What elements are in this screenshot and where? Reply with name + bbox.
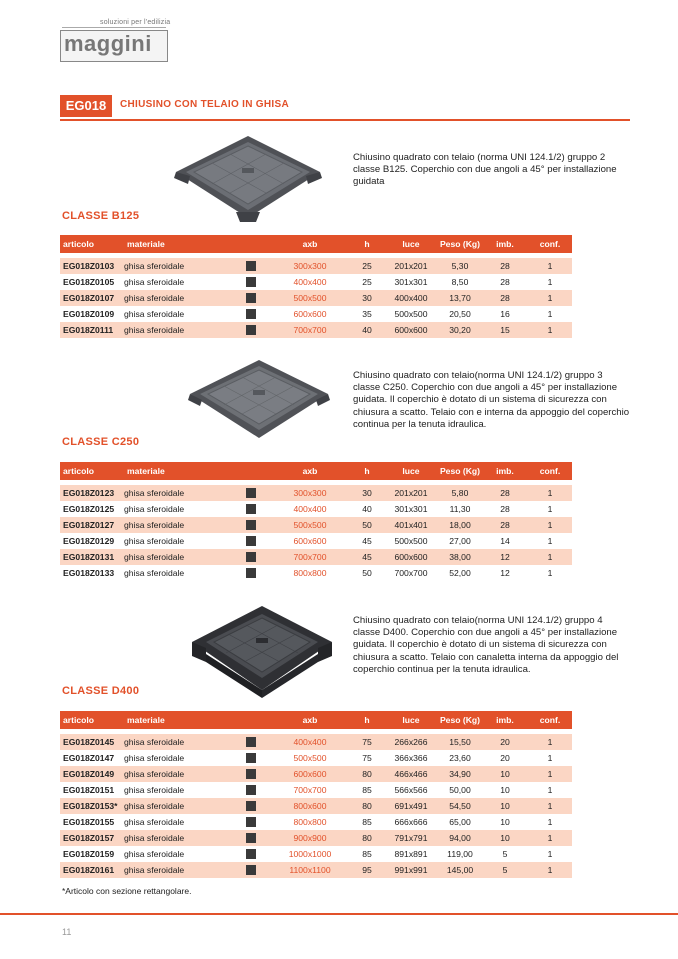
- cell-code: EG018Z0153*: [60, 798, 124, 814]
- cell-code: EG018Z0105: [63, 277, 115, 287]
- cell-material: ghisa sferoidale: [124, 766, 232, 782]
- cell-h: 95: [350, 862, 384, 878]
- cell-conf: 1: [528, 549, 572, 565]
- table-row: [60, 306, 572, 322]
- cell-peso: 94,00: [438, 830, 482, 846]
- table-row: [60, 483, 572, 502]
- cast-iron-swatch: [246, 785, 256, 795]
- cell-peso: 34,90: [438, 766, 482, 782]
- col-axb: axb: [270, 711, 350, 732]
- cell-peso: 20,50: [449, 309, 471, 319]
- cell-h: 30: [350, 483, 384, 502]
- cell-imb: 12: [500, 568, 510, 578]
- cell-imb: 14: [500, 536, 510, 546]
- cell-luce: 791x791: [384, 830, 438, 846]
- cell-peso: 119,00: [447, 849, 473, 859]
- cell-luce: 400x400: [384, 290, 438, 306]
- spec-table-header: [60, 462, 572, 483]
- col-imb: imb.: [482, 711, 528, 732]
- cell-code: EG018Z0157: [60, 830, 124, 846]
- cell-swatch: [232, 814, 270, 830]
- cell-swatch: [232, 290, 270, 306]
- cell-code: EG018Z0125: [63, 504, 115, 514]
- footnote: *Articolo con sezione rettangolare.: [62, 886, 192, 896]
- cell-imb: 5: [482, 862, 528, 878]
- table-row: [60, 274, 572, 290]
- cell-conf: 1: [547, 504, 553, 514]
- cell-conf: 1: [547, 277, 553, 287]
- cell-axb: 500x500: [270, 290, 350, 306]
- cell-conf: 1: [528, 290, 572, 306]
- cell-peso: 18,00: [438, 517, 482, 533]
- cell-material: ghisa sferoidale: [124, 256, 232, 275]
- table-row: [60, 549, 572, 565]
- cell-swatch: [232, 732, 270, 751]
- cast-iron-swatch: [246, 488, 256, 498]
- classe-b125-heading: CLASSE B125: [62, 210, 140, 222]
- description-c250: Chiusino quadrato con telaio(norma UNI 124.1/2) gruppo 3 classe C250. Coperchio con due angoli a 45° per installazione guidata. Il coperchio è dotato di un sistema di sicurezza con chiusura a scatto. Telaio con e interna da appoggio del coperchio continua per la tenuta idraulica.: [353, 370, 630, 430]
- cell-imb: 10: [482, 830, 528, 846]
- cell-axb: 800x600: [270, 798, 350, 814]
- cell-h: 80: [350, 830, 384, 846]
- cell-luce: 366x366: [394, 753, 428, 763]
- cell-luce: 266x266: [384, 732, 438, 751]
- col-articolo: articolo: [60, 711, 124, 732]
- cast-iron-swatch: [246, 865, 256, 875]
- cell-swatch: [232, 533, 270, 549]
- cell-code: EG018Z0109: [63, 309, 115, 319]
- table-row: [60, 517, 572, 533]
- cell-imb: 12: [482, 549, 528, 565]
- col-materiale: materiale: [124, 235, 232, 256]
- cell-code: EG018Z0147: [63, 753, 115, 763]
- cast-iron-swatch: [246, 568, 256, 578]
- cell-conf: 1: [528, 322, 572, 338]
- footer-rule: [0, 913, 678, 915]
- cell-axb: 500x500: [293, 753, 327, 763]
- cell-code: EG018Z0155: [63, 817, 115, 827]
- cell-h: 50: [350, 517, 384, 533]
- cell-h: 40: [350, 322, 384, 338]
- cell-code: EG018Z0103: [60, 256, 124, 275]
- spec-table-header: [60, 711, 572, 732]
- table-row: [60, 750, 572, 766]
- cell-conf: 1: [528, 483, 572, 502]
- cell-swatch: [232, 862, 270, 878]
- manhole-cover-c250-image: [186, 356, 332, 444]
- cast-iron-swatch: [246, 261, 256, 271]
- cell-swatch: [232, 549, 270, 565]
- cell-peso: 13,70: [438, 290, 482, 306]
- cell-conf: 1: [528, 862, 572, 878]
- cell-material: ghisa sferoidale: [124, 277, 185, 287]
- cell-imb: 10: [482, 798, 528, 814]
- cell-luce: 566x566: [394, 785, 428, 795]
- cell-axb: 1000x1000: [288, 849, 332, 859]
- table-row: [60, 814, 572, 830]
- cell-luce: 401x401: [384, 517, 438, 533]
- cell-axb: 700x700: [270, 549, 350, 565]
- cell-axb: 600x600: [293, 309, 327, 319]
- cell-peso: 52,00: [449, 568, 471, 578]
- cell-conf: 1: [528, 732, 572, 751]
- cell-peso: 11,30: [449, 504, 471, 514]
- col-articolo: articolo: [60, 462, 124, 483]
- cell-luce: 891x891: [394, 849, 428, 859]
- spec-table-header: [60, 235, 572, 256]
- cell-conf: 1: [547, 568, 553, 578]
- cell-conf: 1: [528, 766, 572, 782]
- cell-axb: 700x700: [293, 785, 327, 795]
- cell-material: ghisa sferoidale: [124, 549, 232, 565]
- cell-swatch: [232, 322, 270, 338]
- cell-h: 50: [362, 568, 372, 578]
- cell-material: ghisa sferoidale: [124, 568, 185, 578]
- cell-h: 30: [350, 290, 384, 306]
- table-row: [60, 565, 572, 581]
- col-materiale: materiale: [124, 462, 232, 483]
- cell-material: ghisa sferoidale: [124, 322, 232, 338]
- col-peso: Peso (Kg): [438, 235, 482, 256]
- cell-conf: 1: [547, 817, 553, 827]
- cell-imb: 28: [482, 483, 528, 502]
- col-swatch: [232, 711, 270, 732]
- cell-axb: 900x900: [270, 830, 350, 846]
- col-imb: imb.: [482, 235, 528, 256]
- cell-conf: 1: [547, 849, 553, 859]
- page-number: 11: [62, 927, 72, 937]
- cell-imb: 10: [482, 766, 528, 782]
- description-d400: Chiusino quadrato con telaio(norma UNI 124.1/2) gruppo 4 classe D400. Coperchio con due angoli a 45° per installazione guidata. Il coperchio è dotato di un sistema di sicurezza con chiusura a scatto. Telaio con canaletta interna da appoggio del coperchio continua per la tenuta idraulica.: [353, 615, 619, 675]
- cell-imb: 28: [482, 256, 528, 275]
- cell-swatch: [232, 846, 270, 862]
- cell-swatch: [232, 483, 270, 502]
- logo-tagline: soluzioni per l'edilizia: [100, 19, 171, 26]
- spec-table-c250: [60, 462, 572, 581]
- cell-imb: 5: [502, 849, 508, 859]
- section-header: [60, 95, 630, 122]
- cell-h: 45: [362, 536, 372, 546]
- cell-imb: 20: [482, 732, 528, 751]
- cell-imb: 20: [500, 753, 510, 763]
- cell-conf: 1: [547, 753, 553, 763]
- cell-conf: 1: [547, 309, 553, 319]
- cell-axb: 400x400: [293, 504, 327, 514]
- cell-h: 25: [350, 256, 384, 275]
- cast-iron-swatch: [246, 849, 256, 859]
- cell-luce: 500x500: [394, 309, 428, 319]
- classe-d400-heading: CLASSE D400: [62, 685, 140, 697]
- cell-peso: 54,50: [438, 798, 482, 814]
- cell-code: EG018Z0107: [60, 290, 124, 306]
- cell-material: ghisa sferoidale: [124, 862, 232, 878]
- cell-imb: 10: [500, 785, 510, 795]
- cell-code: EG018Z0127: [60, 517, 124, 533]
- cell-peso: 65,00: [449, 817, 471, 827]
- cell-material: ghisa sferoidale: [124, 517, 232, 533]
- cell-peso: 38,00: [438, 549, 482, 565]
- cell-material: ghisa sferoidale: [124, 309, 185, 319]
- col-h: h: [350, 462, 384, 483]
- description-b125: Chiusino quadrato con telaio (norma UNI 124.1/2) gruppo 2 classe B125. Coperchio con due angoli a 45° per installazione guidata: [353, 152, 617, 188]
- table-row: [60, 322, 572, 338]
- logo-name: maggini: [64, 31, 152, 56]
- cell-material: ghisa sferoidale: [124, 536, 185, 546]
- table-row: [60, 533, 572, 549]
- cast-iron-swatch: [246, 520, 256, 530]
- cell-luce: 691x491: [384, 798, 438, 814]
- cell-luce: 201x201: [384, 256, 438, 275]
- cell-swatch: [232, 565, 270, 581]
- cast-iron-swatch: [246, 536, 256, 546]
- cell-material: ghisa sferoidale: [124, 830, 232, 846]
- cell-material: ghisa sferoidale: [124, 483, 232, 502]
- col-imb: imb.: [482, 462, 528, 483]
- cell-swatch: [232, 306, 270, 322]
- cell-material: ghisa sferoidale: [124, 504, 185, 514]
- cell-h: 40: [362, 504, 372, 514]
- col-axb: axb: [270, 462, 350, 483]
- cell-imb: 16: [500, 309, 510, 319]
- section-rule: [60, 119, 630, 121]
- cell-swatch: [232, 798, 270, 814]
- cell-conf: 1: [547, 785, 553, 795]
- spec-table-d400: [60, 711, 572, 878]
- cell-material: ghisa sferoidale: [124, 732, 232, 751]
- cell-axb: 500x500: [270, 517, 350, 533]
- col-luce: luce: [384, 235, 438, 256]
- col-swatch: [232, 462, 270, 483]
- cell-material: ghisa sferoidale: [124, 290, 232, 306]
- cell-peso: 8,50: [451, 277, 469, 287]
- cell-h: 35: [362, 309, 372, 319]
- table-row: [60, 290, 572, 306]
- cell-material: ghisa sferoidale: [124, 785, 185, 795]
- cast-iron-swatch: [246, 769, 256, 779]
- col-swatch: [232, 235, 270, 256]
- col-h: h: [350, 235, 384, 256]
- manhole-cover-d400-image: [188, 602, 336, 698]
- cell-material: ghisa sferoidale: [124, 753, 185, 763]
- cell-imb: 28: [482, 290, 528, 306]
- col-h: h: [350, 711, 384, 732]
- cell-imb: 28: [500, 277, 510, 287]
- cell-luce: 466x466: [384, 766, 438, 782]
- col-conf: conf.: [528, 462, 572, 483]
- table-row: [60, 862, 572, 878]
- col-conf: conf.: [528, 235, 572, 256]
- cell-luce: 991x991: [384, 862, 438, 878]
- cell-imb: 10: [500, 817, 510, 827]
- col-articolo: articolo: [60, 235, 124, 256]
- cell-peso: 145,00: [438, 862, 482, 878]
- cast-iron-swatch: [246, 552, 256, 562]
- cast-iron-swatch: [246, 325, 256, 335]
- cell-code: EG018Z0129: [63, 536, 115, 546]
- cast-iron-swatch: [246, 277, 256, 287]
- cell-peso: 5,30: [438, 256, 482, 275]
- cell-code: EG018Z0149: [60, 766, 124, 782]
- table-row: [60, 846, 572, 862]
- cell-code: EG018Z0133: [63, 568, 115, 578]
- cell-h: 45: [350, 549, 384, 565]
- cell-axb: 800x800: [293, 817, 327, 827]
- table-row: [60, 732, 572, 751]
- cell-h: 75: [362, 753, 372, 763]
- cell-axb: 600x600: [293, 536, 327, 546]
- cast-iron-swatch: [246, 833, 256, 843]
- cell-axb: 400x400: [293, 277, 327, 287]
- cell-imb: 15: [482, 322, 528, 338]
- cell-axb: 800x800: [293, 568, 327, 578]
- classe-c250-heading: CLASSE C250: [62, 436, 140, 448]
- table-row: [60, 830, 572, 846]
- table-row: [60, 782, 572, 798]
- cell-luce: 201x201: [384, 483, 438, 502]
- col-luce: luce: [384, 711, 438, 732]
- cell-luce: 301x301: [394, 277, 428, 287]
- table-row: [60, 798, 572, 814]
- section-title: CHIUSINO CON TELAIO IN GHISA: [120, 99, 289, 110]
- cell-conf: 1: [528, 256, 572, 275]
- cell-axb: 1100x1100: [270, 862, 350, 878]
- section-code-badge: EG018: [60, 95, 112, 117]
- cell-code: EG018Z0161: [60, 862, 124, 878]
- cell-code: EG018Z0151: [63, 785, 115, 795]
- manhole-cover-b125-image: [172, 132, 324, 224]
- cell-material: ghisa sferoidale: [124, 849, 185, 859]
- cell-swatch: [232, 830, 270, 846]
- cell-luce: 301x301: [394, 504, 428, 514]
- cell-luce: 700x700: [394, 568, 428, 578]
- cell-swatch: [232, 274, 270, 290]
- cell-luce: 666x666: [394, 817, 428, 827]
- cell-swatch: [232, 750, 270, 766]
- cell-peso: 5,80: [438, 483, 482, 502]
- cell-peso: 30,20: [438, 322, 482, 338]
- cell-axb: 600x600: [270, 766, 350, 782]
- cell-peso: 50,00: [449, 785, 471, 795]
- cast-iron-swatch: [246, 309, 256, 319]
- cell-luce: 600x600: [384, 549, 438, 565]
- cell-peso: 15,50: [438, 732, 482, 751]
- cell-imb: 28: [500, 504, 510, 514]
- table-row: [60, 501, 572, 517]
- col-materiale: materiale: [124, 711, 232, 732]
- cell-h: 85: [362, 785, 372, 795]
- cell-code: EG018Z0123: [60, 483, 124, 502]
- cell-h: 25: [362, 277, 372, 287]
- cell-code: EG018Z0145: [60, 732, 124, 751]
- cast-iron-swatch: [246, 504, 256, 514]
- cell-h: 85: [362, 849, 372, 859]
- cell-h: 80: [350, 798, 384, 814]
- cell-h: 75: [350, 732, 384, 751]
- logo-divider: [62, 27, 166, 28]
- table-row: [60, 256, 572, 275]
- cell-conf: 1: [528, 830, 572, 846]
- table-row: [60, 766, 572, 782]
- spec-table-b125: [60, 235, 572, 338]
- cast-iron-swatch: [246, 737, 256, 747]
- cast-iron-swatch: [246, 801, 256, 811]
- cell-axb: 300x300: [270, 483, 350, 502]
- cell-h: 80: [350, 766, 384, 782]
- cell-material: ghisa sferoidale: [124, 817, 185, 827]
- col-axb: axb: [270, 235, 350, 256]
- cell-swatch: [232, 517, 270, 533]
- cell-axb: 400x400: [270, 732, 350, 751]
- cell-axb: 700x700: [270, 322, 350, 338]
- cast-iron-swatch: [246, 293, 256, 303]
- cell-swatch: [232, 782, 270, 798]
- cell-conf: 1: [528, 798, 572, 814]
- cell-code: EG018Z0111: [60, 322, 124, 338]
- cast-iron-swatch: [246, 753, 256, 763]
- cell-code: EG018Z0159: [63, 849, 115, 859]
- cell-peso: 23,60: [449, 753, 471, 763]
- cell-axb: 300x300: [270, 256, 350, 275]
- col-conf: conf.: [528, 711, 572, 732]
- cell-luce: 500x500: [394, 536, 428, 546]
- cell-swatch: [232, 256, 270, 275]
- col-luce: luce: [384, 462, 438, 483]
- cell-swatch: [232, 766, 270, 782]
- cell-peso: 27,00: [449, 536, 471, 546]
- cell-conf: 1: [528, 517, 572, 533]
- cell-conf: 1: [547, 536, 553, 546]
- cell-luce: 600x600: [384, 322, 438, 338]
- col-peso: Peso (Kg): [438, 711, 482, 732]
- col-peso: Peso (Kg): [438, 462, 482, 483]
- cell-swatch: [232, 501, 270, 517]
- cast-iron-swatch: [246, 817, 256, 827]
- cell-code: EG018Z0131: [60, 549, 124, 565]
- cell-imb: 28: [482, 517, 528, 533]
- cell-h: 85: [362, 817, 372, 827]
- cell-material: ghisa sferoidale: [124, 798, 232, 814]
